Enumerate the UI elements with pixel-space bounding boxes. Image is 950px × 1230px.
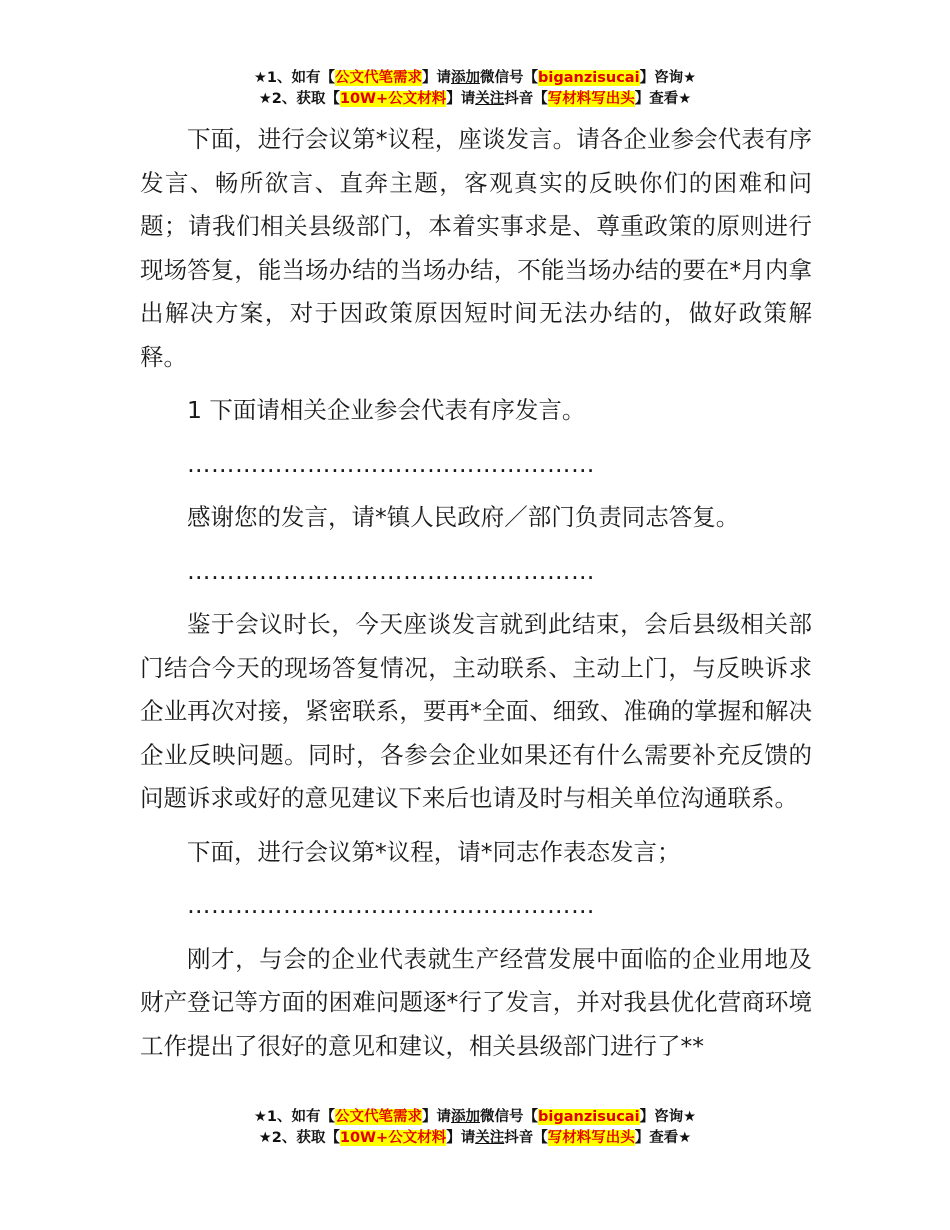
banner-underline: 添加 xyxy=(451,1109,481,1125)
banner-text: 抖音【 xyxy=(504,91,548,107)
banner-text: 微信号【 xyxy=(480,1109,539,1125)
banner-highlight: 写材料写出头 xyxy=(547,1130,635,1146)
header-banner xyxy=(0,68,950,110)
banner-text: 】查看★ xyxy=(634,1130,692,1146)
paragraph: 刚才，与会的企业代表就生产经营发展中面临的企业用地及财产登记等方面的困难问题逐*行了发言，并对我县优化营商环境工作提出了很好的意见和建议，相关县级部门进行了** xyxy=(140,944,812,1060)
banner-text: ★1、如有【 xyxy=(253,1109,336,1125)
banner-text: 】咨询★ xyxy=(639,70,697,86)
paragraph: 1 下面请相关企业参会代表有序发言。 xyxy=(187,396,586,424)
banner-highlight: 公文代笔需求 xyxy=(335,1109,423,1125)
ellipsis-line: …………………………………………… xyxy=(187,556,595,585)
banner-text: 】请 xyxy=(446,91,476,107)
paragraph: 鉴于会议时长，今天座谈发言就到此结束，会后县级相关部门结合今天的现场答复情况，主动联系、主动上门，与反映诉求企业再次对接，紧密联系，要再*全面、细致、准确的掌握和解决企业反映问题。同时，各参会企业如果还有什么需要补充反馈的问题诉求或好的意见建议下来后也请及时与相关单位沟通联系。 xyxy=(140,610,812,812)
banner-highlight: 公文代笔需求 xyxy=(335,70,423,86)
banner-highlight: 写材料写出头 xyxy=(547,91,635,107)
banner-underline: 关注 xyxy=(475,91,505,107)
ellipsis-line: …………………………………………… xyxy=(187,449,595,478)
banner-underline: 关注 xyxy=(475,1130,505,1146)
banner-underline: 添加 xyxy=(451,70,481,86)
banner-line-1 xyxy=(0,1107,950,1128)
banner-highlight: 10W+公文材料 xyxy=(339,91,447,107)
banner-text: 微信号【 xyxy=(480,70,539,86)
banner-text: 抖音【 xyxy=(504,1130,548,1146)
banner-highlight: biganzisucai xyxy=(538,1109,640,1125)
banner-text: 】咨询★ xyxy=(639,1109,697,1125)
banner-text: 】请 xyxy=(422,1109,452,1125)
banner-highlight: biganzisucai xyxy=(538,70,640,86)
paragraph: 下面，进行会议第*议程，座谈发言。请各企业参会代表有序发言、畅所欲言、直奔主题，客观真实的反映你们的困难和问题；请我们相关县级部门，本着实事求是、尊重政策的原则进行现场答复，能当场办结的当场办结，不能当场办结的要在*月内拿出解决方案，对于因政策原因短时间无法办结的，做好政策解释。 xyxy=(140,125,812,371)
paragraph: 感谢您的发言，请*镇人民政府／部门负责同志答复。 xyxy=(187,503,740,531)
banner-text: 】请 xyxy=(446,1130,476,1146)
ellipsis-line: …………………………………………… xyxy=(187,891,595,919)
banner-text: ★1、如有【 xyxy=(253,70,336,86)
document-body xyxy=(140,118,812,1078)
banner-line-2 xyxy=(0,1128,950,1149)
banner-line-1 xyxy=(0,68,950,89)
banner-text: 】请 xyxy=(422,70,452,86)
banner-highlight: 10W+公文材料 xyxy=(339,1130,447,1146)
banner-text: 】查看★ xyxy=(634,91,692,107)
banner-line-2 xyxy=(0,89,950,110)
paragraph: 下面，进行会议第*议程，请*同志作表态发言； xyxy=(187,837,681,866)
footer-banner xyxy=(0,1107,950,1149)
banner-text: ★2、获取【 xyxy=(258,91,340,107)
banner-text: ★2、获取【 xyxy=(258,1130,340,1146)
